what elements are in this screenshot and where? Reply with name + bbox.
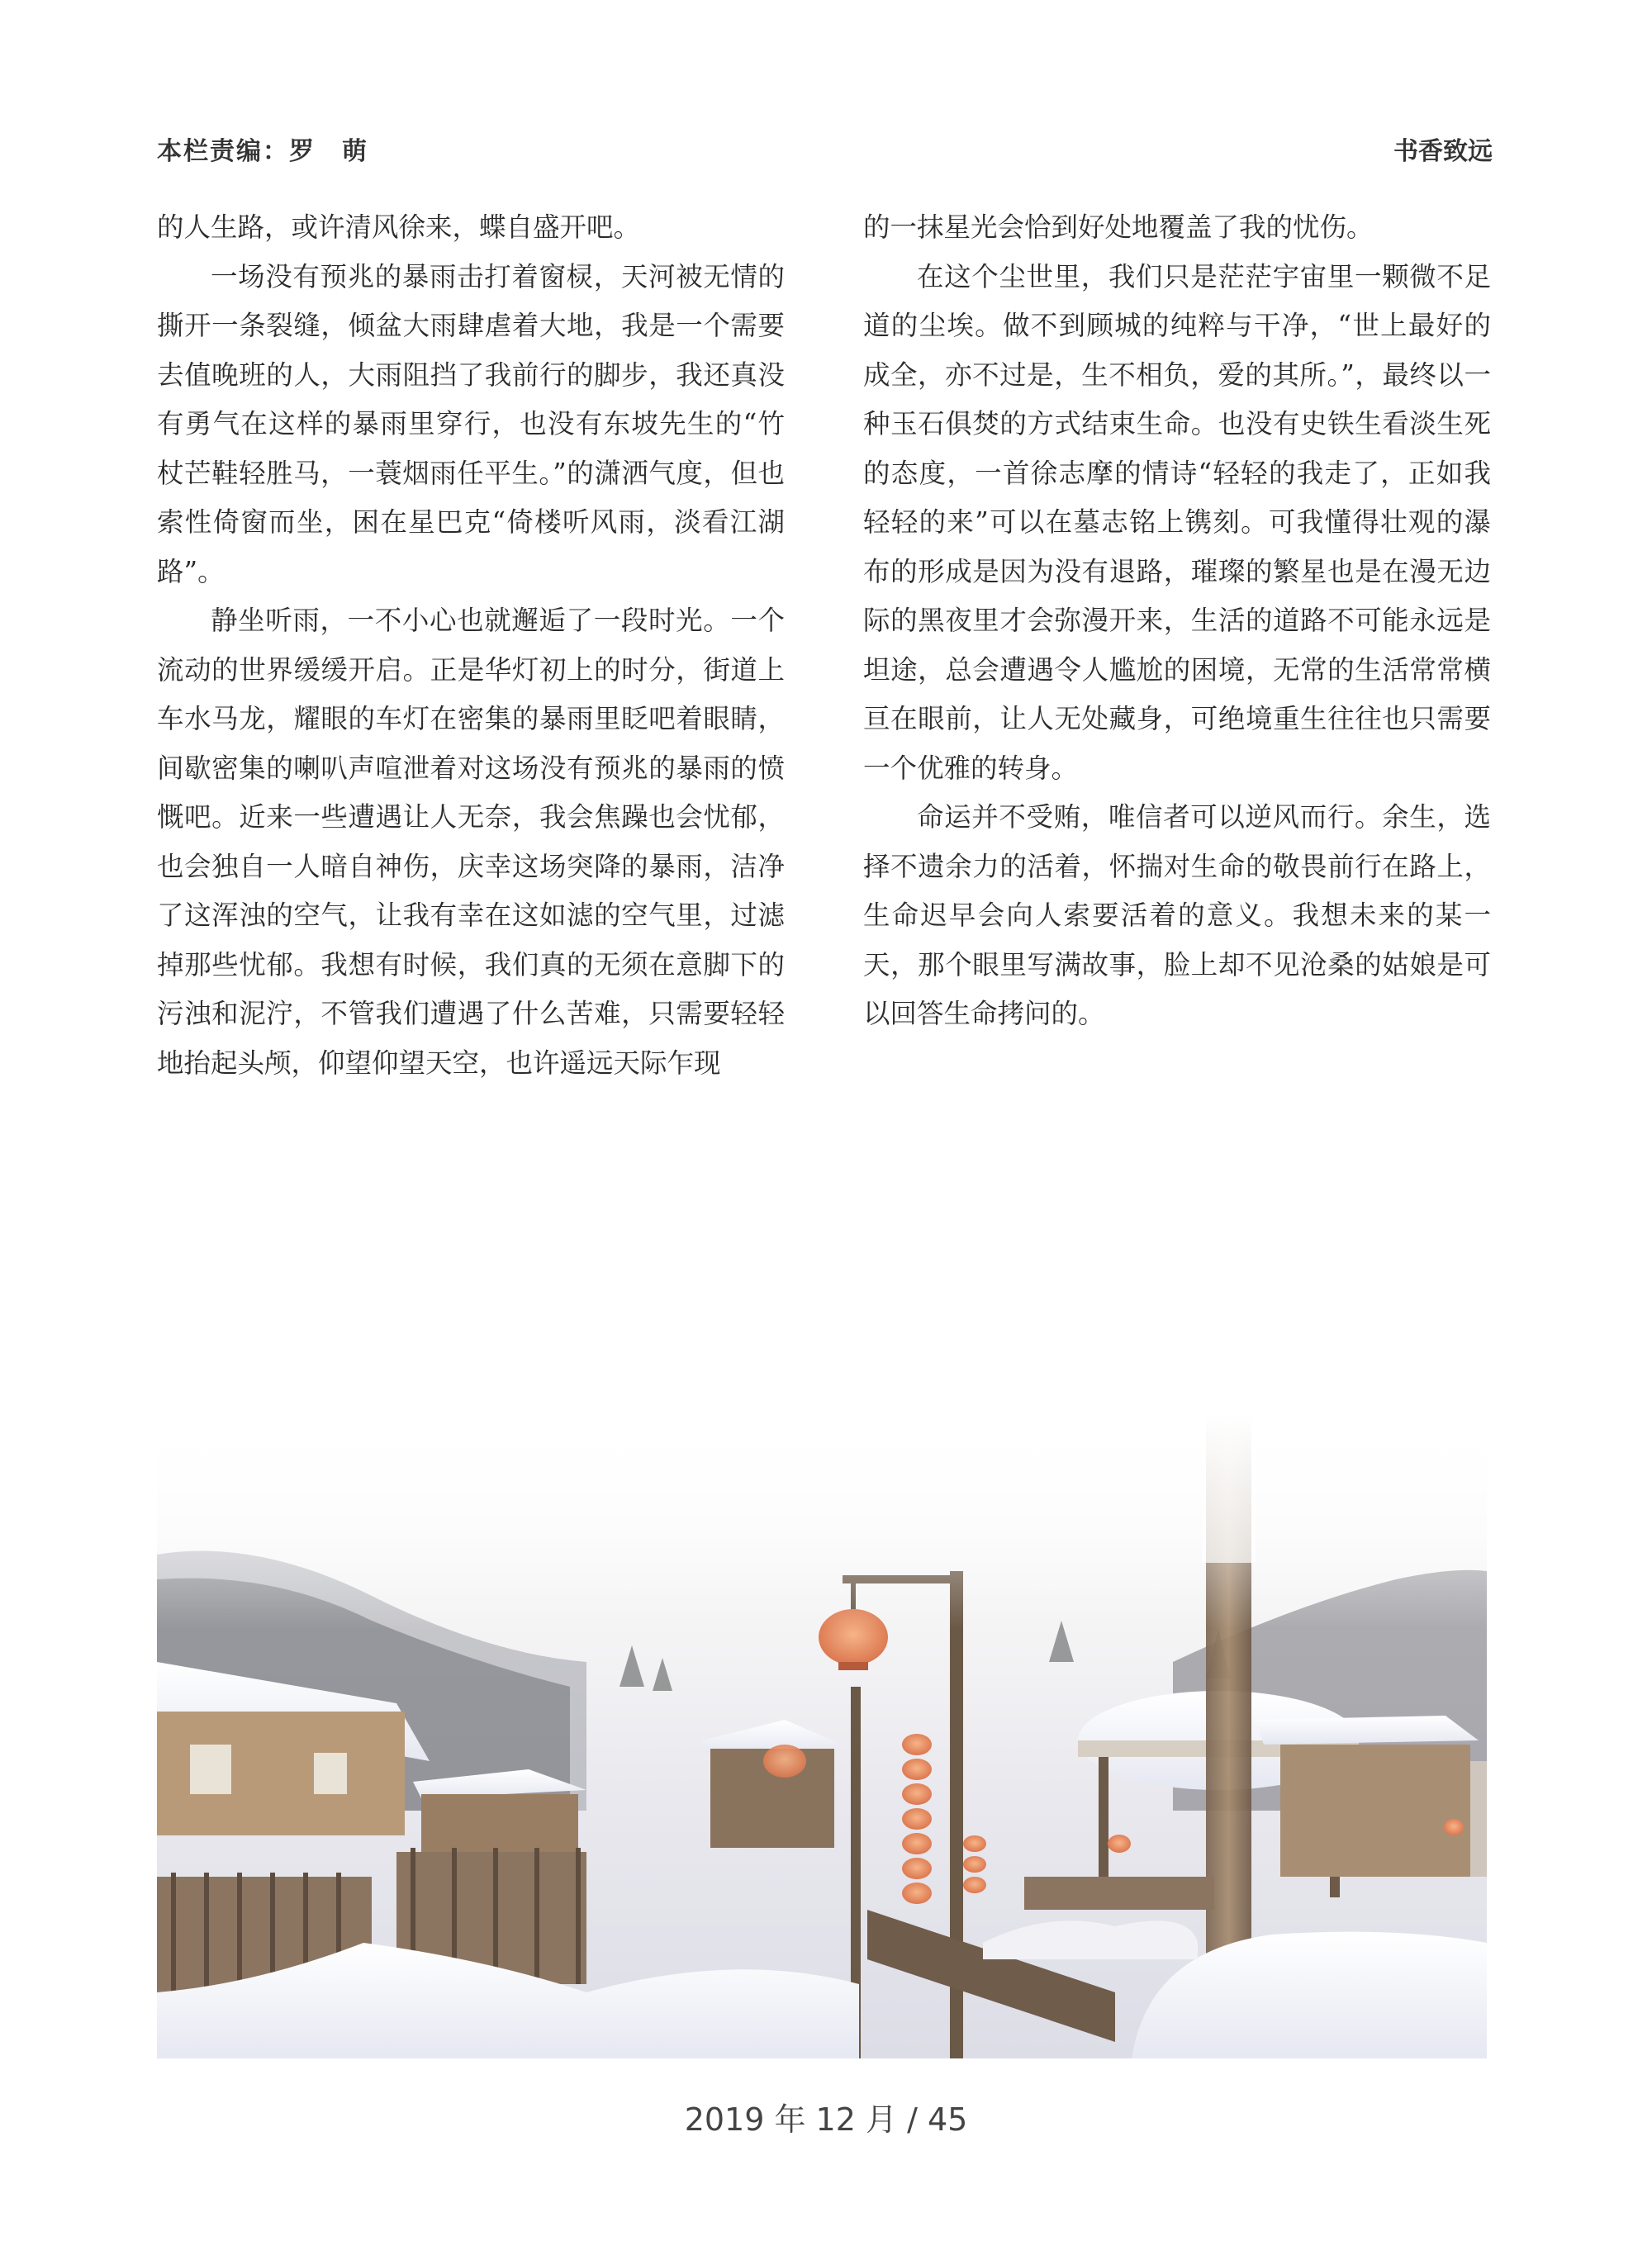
page-folio: 2019 年 12 月 / 45 — [684, 2101, 968, 2138]
paragraph: 静坐听雨，一不小心也就邂逅了一段时光。一个流动的世界缓缓开启。正是华灯初上的时分，街道上车水马龙，耀眼的车灯在密集的暴雨里眨吧着眼睛，间歇密集的喇叭声喧泄着对这场没有预兆的暴雨的愤慨吧。近来一些遭遇让人无奈，我会焦躁也会忧郁，也会独自一人暗自神伤，庆幸这场突降的暴雨，洁净了这浑浊的空气，让我有幸在这如滤的空气里，过滤掉那些忧郁。我想有时候，我们真的无须在意脚下的污浊和泥泞，不管我们遭遇了什么苦难，只需要轻轻地抬起头颅，仰望仰望天空，也许遥远天际乍现 — [157, 605, 785, 1079]
paragraph: 的人生路，或许清风徐来，蝶自盛开吧。 — [157, 211, 641, 243]
paragraph: 在这个尘世里，我们只是茫茫宇宙里一颗微不足道的尘埃。做不到顾城的纯粹与干净，“世上最好的成全，亦不过是，生不相负，爱的其所。”，最终以一种玉石俱焚的方式结束生命。也没有史铁生看淡生死的态度，一首徐志摩的情诗“轻轻的我走了，正如我轻轻的来”可以在墓志铭上镌刻。可我懂得壮观的瀑布的形成是因为没有退路，璀璨的繁星也是在漫无边际的黑夜里才会弥漫开来，生活的道路不可能永远是坦途，总会遭遇令人尴尬的困境，无常的生活常常横亘在眼前，让人无处藏身，可绝境重生往往也只需要一个优雅的转身。 — [863, 260, 1491, 784]
paragraph: 的一抹星光会恰到好处地覆盖了我的忧伤。 — [863, 211, 1374, 243]
left-text-column — [157, 203, 785, 1088]
right-text-column — [863, 203, 1491, 1039]
paragraph: 一场没有预兆的暴雨击打着窗棂，天河被无情的撕开一条裂缝，倾盆大雨肆虐着大地，我是一个需要去值晚班的人，大雨阻挡了我前行的脚步，我还真没有勇气在这样的暴雨里穿行，也没有东坡先生的“竹杖芒鞋轻胜马，一蓑烟雨任平生。”的潇洒气度，但也索性倚窗而坐，困在星巴克“倚楼听风雨，淡看江湖路”。 — [157, 260, 785, 587]
paragraph: 命运并不受贿，唯信者可以逆风而行。余生，选择不遗余力的活着，怀揣对生命的敬畏前行在路上，生命迟早会向人索要活着的意义。我想未来的某一天，那个眼里写满故事，脸上却不见沧桑的姑娘是可以回答生命拷问的。 — [863, 801, 1491, 1029]
editor-credit: 本栏责编：罗 萌 — [157, 137, 368, 166]
column-title: 书香致远 — [1393, 137, 1493, 166]
snow-village-photo — [157, 1414, 1487, 2058]
